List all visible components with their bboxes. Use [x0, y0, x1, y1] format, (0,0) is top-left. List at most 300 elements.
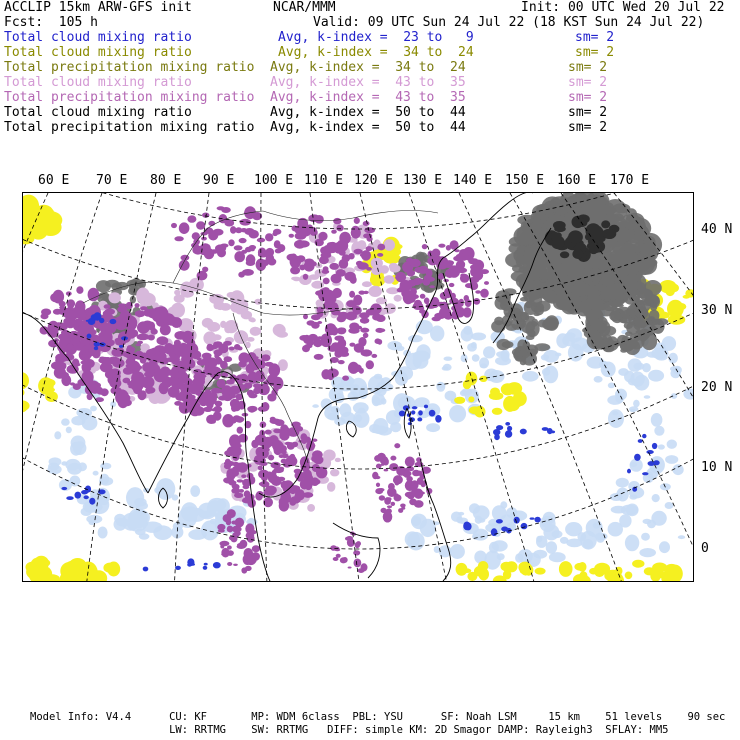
layer-purple-blob: [61, 375, 71, 387]
layer-purple-blob: [148, 335, 155, 341]
model-info-line2: LW: RRTMG SW: RRTMG DIFF: simple KM: 2D Smagor DAMP: Rayleigh3 SFLAY: MM5: [30, 724, 669, 736]
layer-purple-blob: [213, 406, 222, 413]
layer-gray-blob: [605, 233, 615, 239]
layer-pink-blob: [250, 318, 256, 322]
layer-yellow-blob: [23, 400, 30, 411]
layer-purple-blob: [290, 454, 295, 458]
layer-purple-blob: [442, 310, 451, 317]
layer-purple-blob: [224, 417, 229, 421]
layer-purple-blob: [112, 373, 120, 379]
layer-purple-blob: [290, 496, 301, 503]
layer-purple-blob: [391, 502, 396, 506]
layer-light-blob: [673, 366, 682, 375]
layer-purple-blob: [423, 279, 430, 286]
layer-light-blob: [444, 357, 453, 361]
layer-pink-blob: [174, 290, 181, 296]
layer-purple-blob: [227, 562, 232, 566]
layer-purple-blob: [237, 479, 244, 482]
layer-light-blob: [102, 499, 109, 505]
layer-gray-blob: [629, 296, 639, 302]
layer-purple-blob: [137, 334, 150, 341]
layer-purple-blob: [167, 357, 176, 362]
layer-purple-blob: [125, 316, 138, 331]
layer-light-blob: [134, 498, 147, 507]
layer-purple-blob: [325, 247, 332, 254]
layer-purple-blob: [231, 521, 236, 525]
layer-purple-blob: [153, 353, 163, 363]
layer-yellow-blob: [503, 570, 511, 580]
layer-purple-blob: [424, 298, 430, 305]
layer-purple-blob: [420, 294, 426, 299]
layer-purple-blob: [304, 344, 312, 348]
layer-yellow-blob: [632, 560, 644, 568]
layer-blue-blob: [424, 405, 428, 409]
layer-purple-blob: [329, 293, 337, 300]
layer-purple-blob: [140, 390, 146, 395]
layer-purple-blob: [297, 255, 306, 262]
layer-yellow-blob: [490, 388, 500, 397]
layer-purple-blob: [387, 497, 392, 501]
layer-purple-blob: [131, 371, 145, 385]
layer-purple-blob: [145, 387, 155, 394]
layer-purple-blob: [308, 214, 320, 222]
layer-yellow-blob: [26, 565, 41, 579]
layer-purple-blob: [407, 270, 414, 277]
layer-purple-blob: [314, 354, 324, 360]
layer-blue-blob: [89, 498, 95, 505]
layer-purple-blob: [65, 311, 76, 321]
legend-kindex-1: Avg, k-index = 34 to 24: [278, 45, 474, 60]
layer-purple-blob: [323, 278, 330, 285]
layer-light-blob: [369, 424, 380, 433]
layer-light-blob: [434, 546, 440, 553]
layer-purple-blob: [352, 306, 361, 314]
layer-blue-blob: [61, 487, 67, 490]
layer-gray-blob: [626, 274, 638, 286]
layer-purple-blob: [120, 321, 125, 327]
map-panel: [22, 192, 694, 582]
layer-yellow-blob: [478, 568, 489, 581]
layer-light-blob: [430, 326, 444, 342]
layer-light-blob: [654, 426, 664, 436]
layer-blue-blob: [84, 495, 89, 499]
layer-purple-blob: [405, 468, 410, 472]
layer-purple-blob: [304, 261, 315, 272]
layer-blue-blob: [143, 567, 149, 572]
layer-gray-blob: [523, 290, 536, 303]
layer-purple-blob: [203, 355, 210, 359]
layer-purple-blob: [333, 557, 339, 561]
layer-purple-blob: [73, 363, 81, 367]
layer-purple-blob: [354, 343, 364, 352]
layer-light-blob: [372, 396, 381, 406]
layer-purple-blob: [234, 245, 243, 250]
layer-purple-blob: [197, 360, 207, 366]
layer-yellow-blob: [26, 200, 36, 207]
layer-light-blob: [497, 553, 505, 560]
layer-light-blob: [594, 376, 603, 383]
layer-purple-blob: [231, 405, 237, 412]
layer-purple-blob: [298, 232, 303, 238]
layer-yellow-blob: [512, 399, 522, 407]
layer-purple-blob: [218, 529, 225, 533]
layer-light-blob: [479, 357, 489, 368]
lat-label-2: 20 N: [701, 380, 733, 395]
layer-purple-blob: [445, 269, 455, 278]
layer-pink-blob: [207, 322, 220, 332]
layer-purple-blob: [112, 359, 124, 368]
layer-purple-blob: [349, 291, 355, 298]
layer-light-blob: [630, 372, 644, 387]
layer-purple-blob: [83, 340, 90, 346]
layer-purple-blob: [82, 362, 92, 373]
layer-purple-blob: [159, 318, 166, 323]
layer-purple-blob: [299, 335, 309, 341]
layer-blue-blob: [75, 492, 82, 499]
layer-purple-blob: [377, 253, 383, 257]
layer-purple-blob: [87, 312, 92, 315]
layer-gray-blob: [589, 268, 602, 282]
layer-pink-blob: [180, 282, 193, 296]
layer-yellow-blob: [650, 569, 661, 581]
layer-light-blob: [93, 471, 99, 476]
layer-gray-blob: [586, 309, 602, 319]
layer-gray-blob: [525, 280, 538, 290]
layer-pink-blob: [224, 325, 231, 333]
layer-blue-blob: [86, 320, 90, 322]
layer-purple-blob: [342, 347, 349, 354]
layer-purple-blob: [179, 402, 191, 414]
layer-blue-blob: [491, 528, 498, 536]
layer-blue-blob: [93, 312, 101, 320]
layer-pink-blob: [254, 299, 261, 305]
layer-purple-blob: [394, 480, 399, 486]
layer-purple-blob: [122, 394, 130, 402]
layer-yellow-blob: [667, 565, 683, 582]
plot-title: ACCLIP 15km ARW-GFS init: [4, 0, 192, 15]
layer-purple-blob: [289, 485, 301, 491]
layer-light-blob: [667, 440, 677, 449]
layer-light-blob: [416, 344, 430, 360]
lon-label-11: 170 E: [610, 173, 650, 188]
layer-purple-blob: [470, 258, 478, 262]
layer-purple-blob: [193, 406, 204, 416]
layer-purple-blob: [77, 320, 82, 326]
layer-light-blob: [643, 519, 652, 524]
layer-purple-blob: [303, 274, 308, 280]
layer-light-blob: [449, 405, 466, 422]
layer-pink-blob: [357, 240, 366, 250]
layer-purple-blob: [484, 281, 489, 285]
legend-smoothing-6: sm= 2: [568, 120, 608, 135]
layer-pink-blob: [330, 469, 339, 476]
layer-purple-blob: [221, 552, 228, 556]
layer-purple-blob: [235, 227, 242, 233]
legend-smoothing-2: sm= 2: [568, 60, 608, 75]
layer-blue-blob: [505, 422, 510, 426]
layer-purple-blob: [282, 453, 289, 458]
layer-light-blob: [655, 354, 667, 361]
layer-yellow-blob: [462, 568, 471, 573]
layer-purple-blob: [378, 488, 385, 492]
layer-purple-blob: [174, 340, 181, 347]
layer-gray-blob: [528, 330, 535, 338]
layer-purple-blob: [227, 509, 236, 518]
layer-light-blob: [599, 361, 609, 368]
layer-purple-blob: [387, 505, 392, 508]
layer-light-blob: [327, 413, 339, 421]
layer-light-blob: [66, 427, 72, 434]
layer-purple-blob: [269, 363, 281, 377]
layer-purple-blob: [272, 232, 277, 236]
layer-purple-blob: [372, 472, 378, 479]
layer-yellow-blob: [595, 570, 605, 577]
layer-purple-blob: [475, 270, 483, 279]
layer-purple-blob: [258, 465, 263, 470]
layer-purple-blob: [201, 237, 207, 241]
layer-purple-blob: [465, 299, 472, 307]
layer-purple-blob: [354, 328, 359, 333]
layer-purple-blob: [217, 379, 226, 388]
layer-light-blob: [639, 548, 656, 557]
layer-light-blob: [98, 527, 108, 539]
layer-yellow-blob: [625, 572, 633, 580]
layer-blue-blob: [520, 429, 527, 435]
layer-purple-blob: [473, 298, 480, 305]
layer-gray-blob: [609, 311, 621, 321]
layer-gray-blob: [649, 310, 660, 322]
layer-gray-blob: [599, 294, 607, 300]
layer-light-blob: [331, 406, 340, 413]
layer-purple-blob: [278, 477, 285, 481]
layer-gray-blob: [549, 202, 559, 211]
layer-light-blob: [396, 346, 405, 351]
layer-purple-blob: [279, 500, 289, 512]
layer-purple-blob: [236, 375, 245, 385]
layer-purple-blob: [157, 336, 169, 345]
layer-purple-blob: [319, 256, 329, 264]
layer-purple-blob: [290, 266, 300, 274]
layer-gray-blob: [506, 324, 518, 331]
layer-gray-blob: [543, 290, 557, 302]
institution-label: NCAR/MMM: [273, 0, 336, 15]
layer-gray-blob: [502, 341, 514, 348]
model-info-line1: Model Info: V4.4 CU: KF MP: WDM 6class PBL: YSU SF: Noah LSM 15 km 51 levels 90 sec: [30, 711, 726, 723]
layer-purple-blob: [287, 254, 298, 261]
layer-gray-blob: [569, 263, 585, 281]
layer-light-blob: [90, 406, 97, 412]
layer-purple-blob: [292, 442, 298, 448]
layer-purple-blob: [243, 485, 250, 489]
layer-light-blob: [114, 514, 125, 524]
layer-purple-blob: [237, 543, 245, 547]
layer-light-blob: [501, 353, 509, 362]
layer-purple-blob: [98, 333, 104, 337]
layer-light-blob: [475, 516, 482, 524]
layer-pink-blob: [273, 324, 286, 336]
layer-purple-blob: [429, 285, 435, 288]
layer-purple-blob: [342, 376, 349, 381]
layer-light-blob: [652, 494, 660, 502]
legend-smoothing-5: sm= 2: [568, 105, 608, 120]
layer-purple-blob: [270, 418, 280, 424]
legend-kindex-3: Avg, k-index = 43 to 35: [270, 75, 466, 90]
layer-gray-blob: [545, 315, 559, 331]
layer-purple-blob: [348, 567, 352, 569]
layer-purple-blob: [147, 322, 155, 331]
layer-gray-blob: [635, 307, 649, 319]
layer-pink-blob: [370, 287, 377, 294]
layer-light-blob: [665, 455, 678, 464]
layer-blue-blob: [110, 319, 117, 324]
layer-purple-blob: [303, 470, 311, 478]
layer-light-blob: [608, 409, 624, 428]
layer-blue-blob: [496, 425, 503, 430]
layer-purple-blob: [220, 544, 224, 548]
layer-purple-blob: [337, 327, 347, 334]
layer-blue-blob: [642, 472, 648, 475]
layer-blue-blob: [94, 346, 98, 350]
layer-gray-blob: [609, 283, 624, 299]
layer-purple-blob: [232, 473, 237, 477]
layer-purple-blob: [41, 313, 49, 319]
layer-purple-blob: [247, 473, 254, 479]
layer-purple-blob: [336, 225, 343, 232]
layer-blue-blob: [627, 469, 631, 474]
layer-light-blob: [618, 368, 629, 376]
layer-purple-blob: [217, 206, 225, 210]
layer-purple-blob: [284, 494, 290, 500]
layer-light-blob: [374, 374, 382, 380]
layer-purple-blob: [227, 545, 232, 549]
layer-purple-blob: [73, 383, 81, 390]
layer-purple-blob: [376, 483, 380, 487]
lon-label-0: 60 E: [38, 173, 70, 188]
layer-purple-blob: [259, 482, 267, 486]
layer-purple-blob: [363, 291, 368, 294]
layer-light-blob: [662, 336, 676, 351]
legend-field-3: Total cloud mixing ratio: [4, 75, 192, 90]
layer-light-blob: [673, 464, 684, 475]
layer-purple-blob: [238, 522, 242, 524]
layer-purple-blob: [246, 532, 255, 540]
legend-kindex-4: Avg, k-index = 43 to 35: [270, 90, 466, 105]
layer-purple-blob: [329, 263, 339, 270]
layer-pink-blob: [109, 292, 121, 303]
layer-yellow-blob: [683, 295, 690, 299]
layer-purple-blob: [407, 296, 416, 303]
layer-light-blob: [450, 544, 465, 559]
layer-purple-blob: [304, 478, 312, 484]
layer-purple-blob: [66, 344, 74, 350]
layer-purple-blob: [242, 269, 254, 276]
layer-gray-blob: [628, 333, 644, 349]
layer-purple-blob: [342, 557, 347, 563]
layer-purple-blob: [336, 269, 346, 277]
layer-purple-blob: [407, 491, 415, 499]
lon-label-9: 150 E: [505, 173, 545, 188]
layer-blue-blob: [463, 522, 470, 531]
layer-purple-blob: [248, 393, 257, 398]
layer-purple-blob: [333, 218, 341, 224]
layer-purple-blob: [94, 308, 99, 311]
layer-gray-blob: [553, 221, 566, 229]
layer-light-blob: [408, 335, 423, 342]
layer-gray-blob: [529, 222, 542, 234]
legend-field-1: Total cloud mixing ratio: [4, 45, 192, 60]
layer-purple-blob: [232, 483, 237, 489]
layer-gray-blob: [617, 335, 628, 346]
layer-purple-blob: [260, 438, 272, 449]
layer-purple-blob: [356, 261, 363, 266]
layer-blue-blob: [652, 443, 657, 449]
layer-gray-blob: [638, 289, 653, 300]
layer-pink-blob: [335, 458, 341, 462]
layer-purple-blob: [246, 254, 256, 265]
layer-light-blob: [536, 536, 547, 548]
layer-yellow-blob: [492, 408, 503, 415]
layer-gray-blob: [515, 356, 526, 362]
layer-purple-blob: [412, 470, 420, 477]
layer-light-blob: [348, 391, 359, 401]
layer-yellow-blob: [103, 563, 116, 573]
layer-purple-blob: [345, 537, 350, 541]
layer-light-blob: [608, 383, 615, 389]
legend-kindex-2: Avg, k-index = 34 to 24: [270, 60, 466, 75]
layer-blue-blob: [507, 426, 512, 431]
layer-light-blob: [188, 529, 207, 540]
legend-smoothing-0: sm= 2: [575, 30, 615, 45]
layer-gray-blob: [512, 265, 524, 273]
layer-purple-blob: [253, 383, 262, 388]
layer-light-blob: [566, 539, 582, 548]
layer-yellow-blob: [559, 561, 573, 577]
layer-gray-blob: [516, 319, 526, 329]
layer-purple-blob: [203, 407, 212, 412]
legend-field-4: Total precipitation mixing ratio: [4, 90, 255, 105]
layer-purple-blob: [239, 238, 247, 243]
layer-purple-blob: [292, 225, 298, 231]
layer-pink-blob: [321, 463, 327, 466]
layer-blue-blob: [411, 410, 415, 414]
layer-yellow-blob: [23, 213, 33, 222]
layer-purple-blob: [105, 357, 112, 365]
layer-pink-blob: [154, 392, 169, 404]
layer-blue-blob: [505, 430, 512, 437]
layer-gray-blob: [603, 326, 616, 336]
layer-purple-blob: [372, 313, 381, 320]
layer-pink-blob: [362, 281, 372, 287]
layer-purple-blob: [278, 467, 284, 471]
layer-purple-blob: [361, 250, 371, 261]
layer-light-blob: [172, 494, 179, 500]
layer-purple-blob: [363, 221, 370, 226]
layer-purple-blob: [59, 301, 66, 307]
layer-purple-blob: [384, 469, 389, 472]
layer-pink-blob: [227, 292, 236, 298]
layer-light-blob: [443, 364, 452, 371]
layer-light-blob: [641, 533, 650, 541]
layer-purple-blob: [408, 463, 413, 466]
layer-purple-blob: [354, 249, 363, 254]
layer-purple-blob: [408, 485, 414, 491]
legend-kindex-0: Avg, k-index = 23 to 9: [278, 30, 474, 45]
forecast-hour: Fcst: 105 h: [4, 15, 98, 30]
layer-light-blob: [522, 371, 539, 382]
layer-purple-blob: [237, 427, 243, 434]
layer-pink-blob: [307, 504, 315, 512]
layer-light-blob: [471, 333, 486, 341]
